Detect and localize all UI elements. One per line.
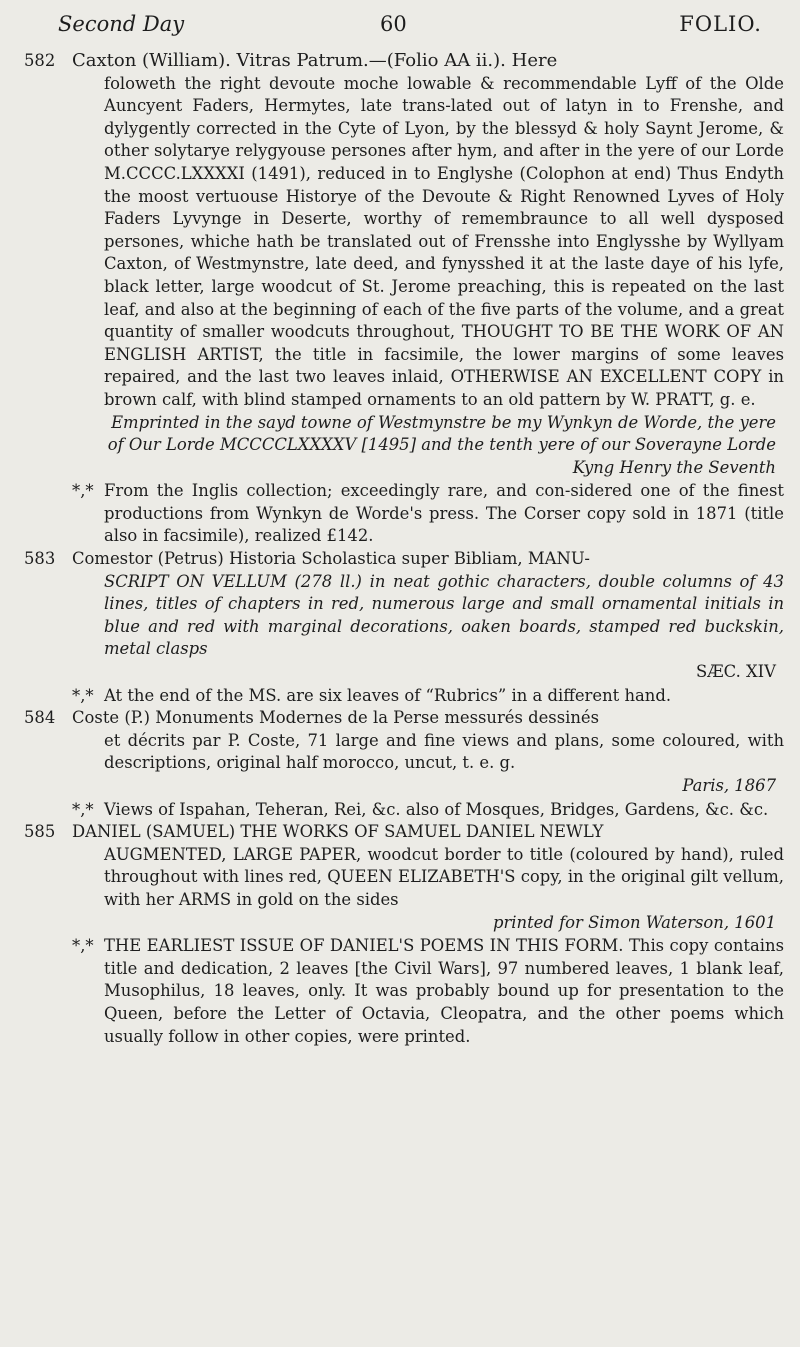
lot-entry (24, 548, 784, 684)
note-marker: *,* (72, 481, 94, 501)
page-header (58, 12, 776, 42)
lot-description: SCRIPT ON VELLUM (278 ll.) in neat gothic characters, double columns of 43 lines, titles of chapters in red, numerous large and small ornamental initials in blue and red with marginal decorations, oaken boards, stamped red buckskin, metal clasps (104, 571, 784, 659)
lot-entry (24, 821, 784, 934)
note-text: From the Inglis collection; exceedingly rare, and con-sidered one of the finest productions from Wynkyn de Worde's press. The Corser copy sold in 1871 (title also in facsimile), realized £142. (104, 481, 784, 546)
lot-imprint: Paris, 1867 (682, 776, 776, 795)
lot-imprint: Emprinted in the sayd towne of Westmynstre be my Wynkyn de Worde, the yere of Our Lorde MCCCCLXXXXV [1495] and the tenth yere of our Soverayne Lorde Kyng Henry the Seventh (107, 412, 776, 477)
lot-description: foloweth the right devoute moche lowable & recommendable Lyff of the Olde Auncyent Faders, Hermytes, late trans-lated out of latyn in to Frenshe, and dylygently corrected in the Cyte of Lyon, by the blessyd & holy Saynt Jerome, & other solytarye relygyouse persones after hym, and after in the yere of our Lorde M.CCCC.LXXXXI (1491), reduced in to Englyshe (Colophon at end) Thus Endyth the moost vertuouse Historye of the Devoute & Right Renowned Lyves of Holy Faders Lyvynge in Deserte, worthy of remembraunce to all well dysposed persones, whiche hath be translated out of Frensshe into Englysshe by Wyllyam Caxton, of Westmynstre, late deed, and fynysshed it at the laste daye of his lyfe, black letter, large woodcut of St. Jerome preaching, this is repeated on the last leaf, and also at the beginning of each of the five parts of the volume, and a great quantity of smaller woodcuts throughout, THOUGHT TO BE THE WORK OF AN ENGLISH ARTIST, the title in facsimile, the lower margins of some leaves repaired, and the last two leaves inlaid, OTHERWISE AN EXCELLENT COPY in brown calf, with blind stamped ornaments to an old pattern by W. PRATT, g. e. (104, 73, 784, 409)
lot-number: 585 (24, 822, 56, 842)
lot-entry (24, 707, 784, 797)
lot-heading: Comestor (Petrus) Historia Scholastica super Bibliam, MANU- (72, 549, 590, 569)
lot-imprint: printed for Simon Waterson, 1601 (492, 912, 776, 932)
note-marker: *,* (72, 799, 94, 819)
note-marker: *,* (72, 685, 94, 705)
lot-number: 583 (24, 549, 56, 569)
running-title: Second Day (58, 12, 185, 36)
note-text: THE EARLIEST ISSUE OF DANIEL'S POEMS IN THIS FORM. This copy contains title and dedication, 2 leaves [the Civil Wars], 97 numbered leaves, 1 blank leaf, Musophilus, 18 leaves, only. It was probably bound up for presentation to the Queen, before the Letter of Octavia, Cleopatra, and the other poems which usually follow in other copies, were printed. (104, 936, 784, 1046)
catalogue-entries (24, 50, 784, 1048)
lot-note (24, 799, 784, 822)
lot-number: 582 (24, 51, 56, 70)
lot-description: et décrits par P. Coste, 71 large and fine views and plans, some coloured, with descriptions, original half morocco, uncut, t. e. g. (104, 730, 784, 773)
lot-note (24, 685, 784, 708)
lot-note (24, 935, 784, 1048)
lot-entry (24, 50, 784, 479)
lot-number: 584 (24, 708, 56, 728)
lot-heading: Caxton (William). Vitras Patrum.—(Folio AA ii.). Here (72, 50, 558, 71)
lot-description: AUGMENTED, LARGE PAPER, woodcut border to title (coloured by hand), ruled throughout with lines red, QUEEN ELIZABETH'S copy, in the original gilt vellum, with her ARMS in gold on the sides (104, 844, 784, 909)
note-marker: *,* (72, 936, 94, 956)
format-label: FOLIO. (679, 12, 762, 36)
lot-imprint: SÆC. XIV (696, 662, 776, 682)
lot-heading: Coste (P.) Monuments Modernes de la Perse messurés dessinés (72, 708, 600, 728)
note-text: Views of Ispahan, Teheran, Rei, &c. also of Mosques, Bridges, Gardens, &c. &c. (104, 799, 769, 819)
lot-note (24, 480, 784, 548)
page-number: 60 (380, 12, 407, 36)
lot-heading: DANIEL (SAMUEL) THE WORKS OF SAMUEL DANIEL NEWLY (72, 822, 604, 842)
note-text: At the end of the MS. are six leaves of “Rubrics” in a different hand. (104, 685, 672, 705)
